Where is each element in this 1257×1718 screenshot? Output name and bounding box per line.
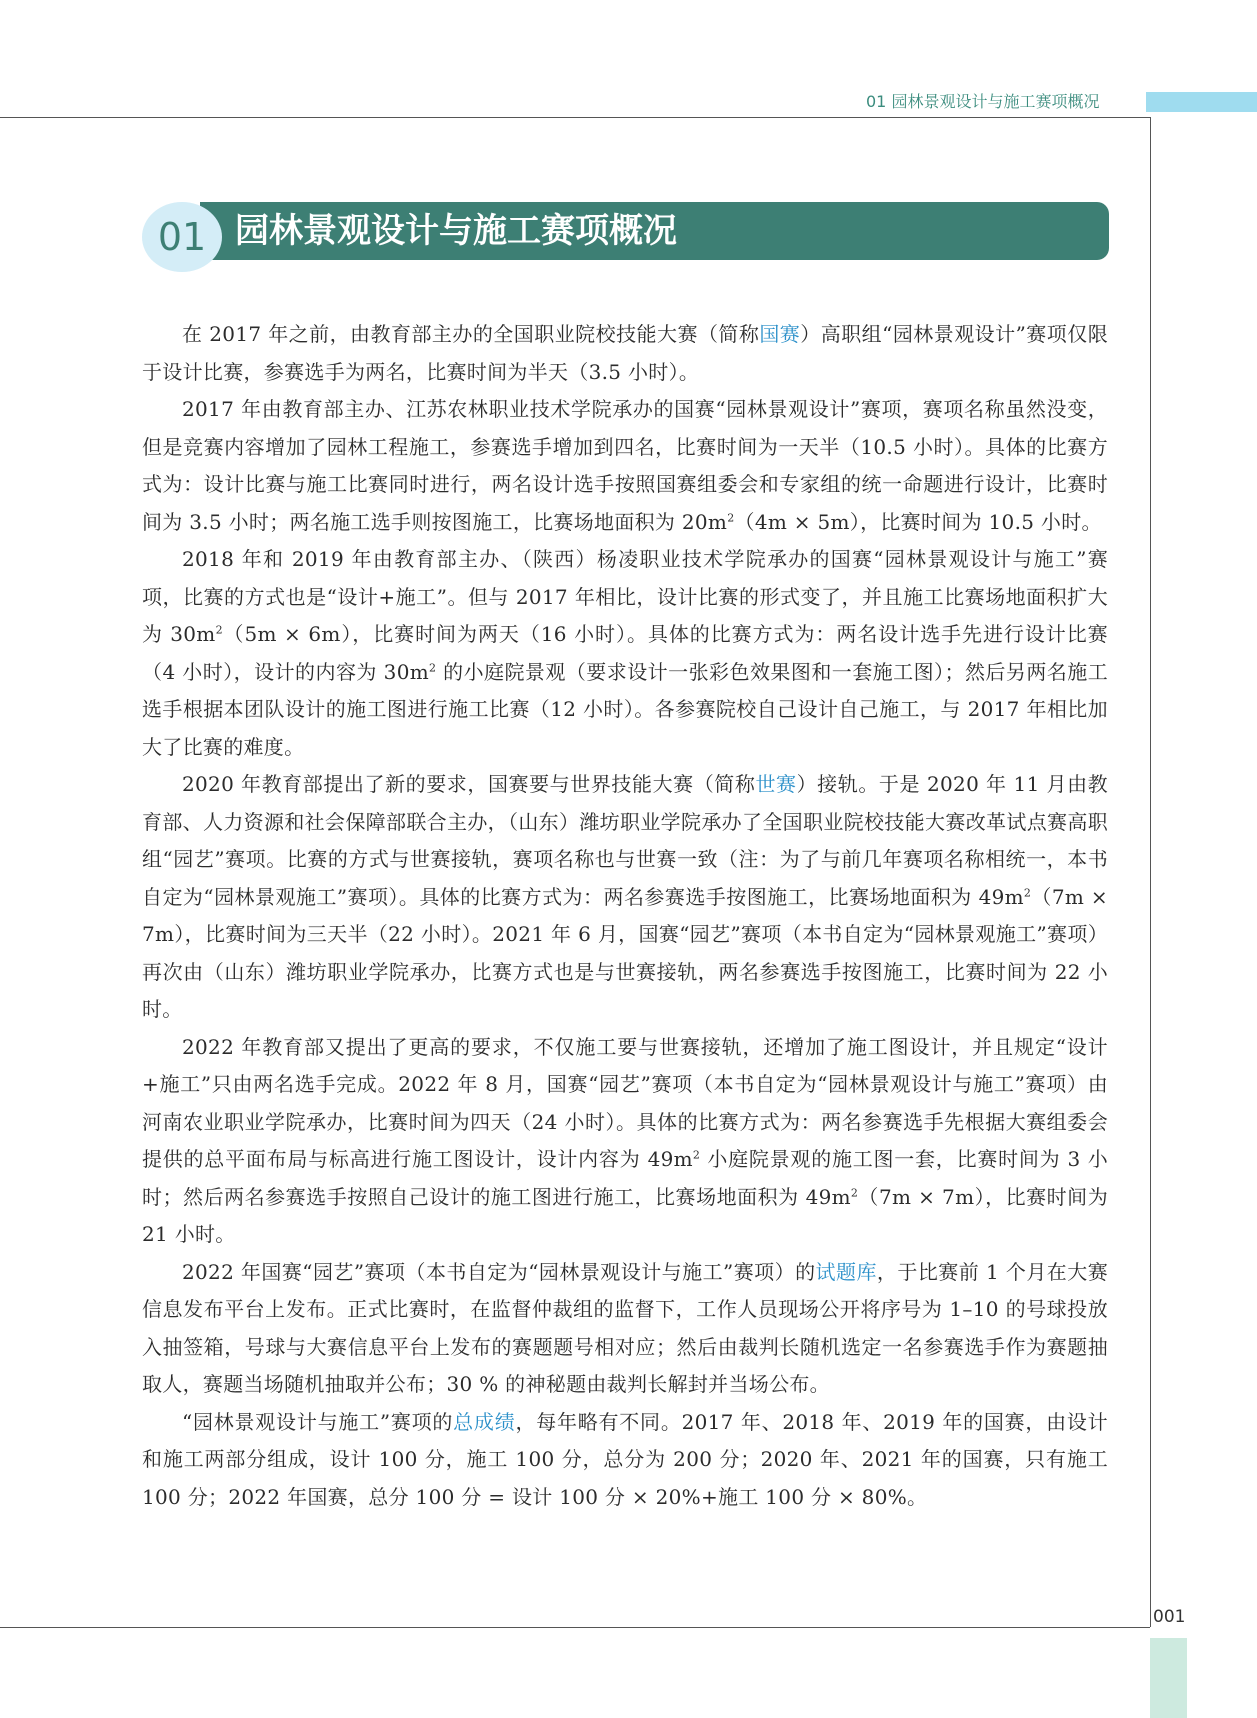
term-question-bank[interactable]: 试题库 — [815, 1259, 877, 1284]
paragraph-6: 2022 年国赛“园艺”赛项（本书自定为“园林景观设计与施工”赛项）的试题库，于比赛前 1 个月在大赛信息发布平台上发布。正式比赛时，在监督仲裁组的监督下，工作人员现场公开将序号为 1–10 的号球投放入抽签箱，号球与大赛信息平台上发布的赛题题号相对应；然后由裁判长随机选定一名参赛选手作为赛题抽取人，赛题当场随机抽取并公布；30 % 的神秘题由裁判长解封并当场公布。 — [142, 1259, 1108, 1396]
chapter-title: 园林景观设计与施工赛项概况 — [235, 211, 677, 251]
term-guosai[interactable]: 国赛 — [759, 322, 801, 346]
paragraph-5: 2022 年教育部又提出了更高的要求，不仅施工要与世赛接轨，还增加了施工图设计，并且规定“设计+施工”只由两名选手完成。2022 年 8 月，国赛“园艺”赛项（本书自定为“园林景观设计与施工”赛项）由河南农业职业学院承办，比赛时间为四天（24 小时）。具体的比赛方式为：两名参赛选手先根据大赛组委会提供的总平面布局与标高进行施工图设计，设计内容为 $49m^2$ 小庭院景观的施工图一套，比赛时间为 3 小时；然后两名参赛选手按照自己设计的施工图进行施工，比赛场地面积为 $49m^2(7m \times 7m)$，比赛时间为 21 小时。 — [142, 1034, 1108, 1246]
side-tab — [1150, 1638, 1187, 1718]
right-rule — [1150, 117, 1151, 1627]
page-number: 001 — [1153, 1607, 1186, 1627]
term-shisai[interactable]: 世赛 — [755, 772, 797, 796]
running-header: 01 园林景观设计与施工赛项概况 — [866, 92, 1100, 111]
paragraph-4: 2020 年教育部提出了新的要求，国赛要与世界技能大赛（简称世赛）接轨。于是 2020 年 11 月由教育部、人力资源和社会保障部联合主办，（山东）潍坊职业学院承办了全国职业院校技能大赛改革试点赛高职组“园艺”赛项。比赛的方式与世赛接轨，赛项名称也与世赛一致（注：为了与前几年赛项名称相统一，本书自定为“园林景观施工”赛项）。具体的比赛方式为：两名参赛选手按图施工，比赛场地面积为 $49m^2(7m \times 7m)$，比赛时间为三天半（22 小时）。2021 年 6 月，国赛“园艺”赛项（本书自定为“园林景观施工”赛项）再次由（山东）潍坊职业学院承办，比赛方式也是与世赛接轨，两名参赛选手按图施工，比赛时间为 22 小时。 — [142, 772, 1108, 1021]
chapter-number: 01 — [142, 202, 222, 272]
paragraph-3: 2018 年和 2019 年由教育部主办、（陕西）杨凌职业技术学院承办的国赛“园林景观设计与施工”赛项，比赛的方式也是“设计+施工”。但与 2017 年相比，设计比赛的形式变了，并且施工比赛场地面积扩大为 $30m^2(5m \times 6m)$，比赛时间为两天（16 小时）。具体的比赛方式为：两名设计选手先进行设计比赛（4 小时），设计的内容为 $30m^2$ 的小庭院景观（要求设计一张彩色效果图和一套施工图）；然后另两名施工选手根据本团队设计的施工图进行施工比赛（12 小时）。各参赛院校自己设计自己施工，与 2017 年相比加大了比赛的难度。 — [142, 547, 1108, 759]
paragraph-7: “园林景观设计与施工”赛项的总成绩，每年略有不同。2017 年、2018 年、2019 年的国赛，由设计和施工两部分组成，设计 100 分，施工 100 分，总分为 200 分；2020 年、2021 年的国赛，只有施工 100 分；2022 年国赛，总分 100 分 = 设计 100 分 × 20%+施工 100 分 × 80%。 — [142, 1409, 1108, 1509]
body-text — [142, 316, 1108, 1516]
paragraph-1: 在 2017 年之前，由教育部主办的全国职业院校技能大赛（简称国赛）高职组“园林景观设计”赛项仅限于设计比赛，参赛选手为两名，比赛时间为半天（3.5 小时）。 — [142, 322, 1108, 384]
top-rule — [0, 117, 1150, 118]
paragraph-2: 2017 年由教育部主办、江苏农林职业技术学院承办的国赛“园林景观设计”赛项，赛项名称虽然没变，但是竞赛内容增加了园林工程施工，参赛选手增加到四名，比赛时间为一天半（10.5 小时）。具体的比赛方式为：设计比赛与施工比赛同时进行，两名设计选手按照国赛组委会和专家组的统一命题进行设计，比赛时间为 3.5 小时；两名施工选手则按图施工，比赛场地面积为 $20m^2(4m \times 5m)$，比赛时间为 10.5 小时。 — [142, 397, 1108, 534]
term-total-score[interactable]: 总成绩 — [453, 1409, 516, 1434]
bottom-rule — [0, 1627, 1150, 1628]
